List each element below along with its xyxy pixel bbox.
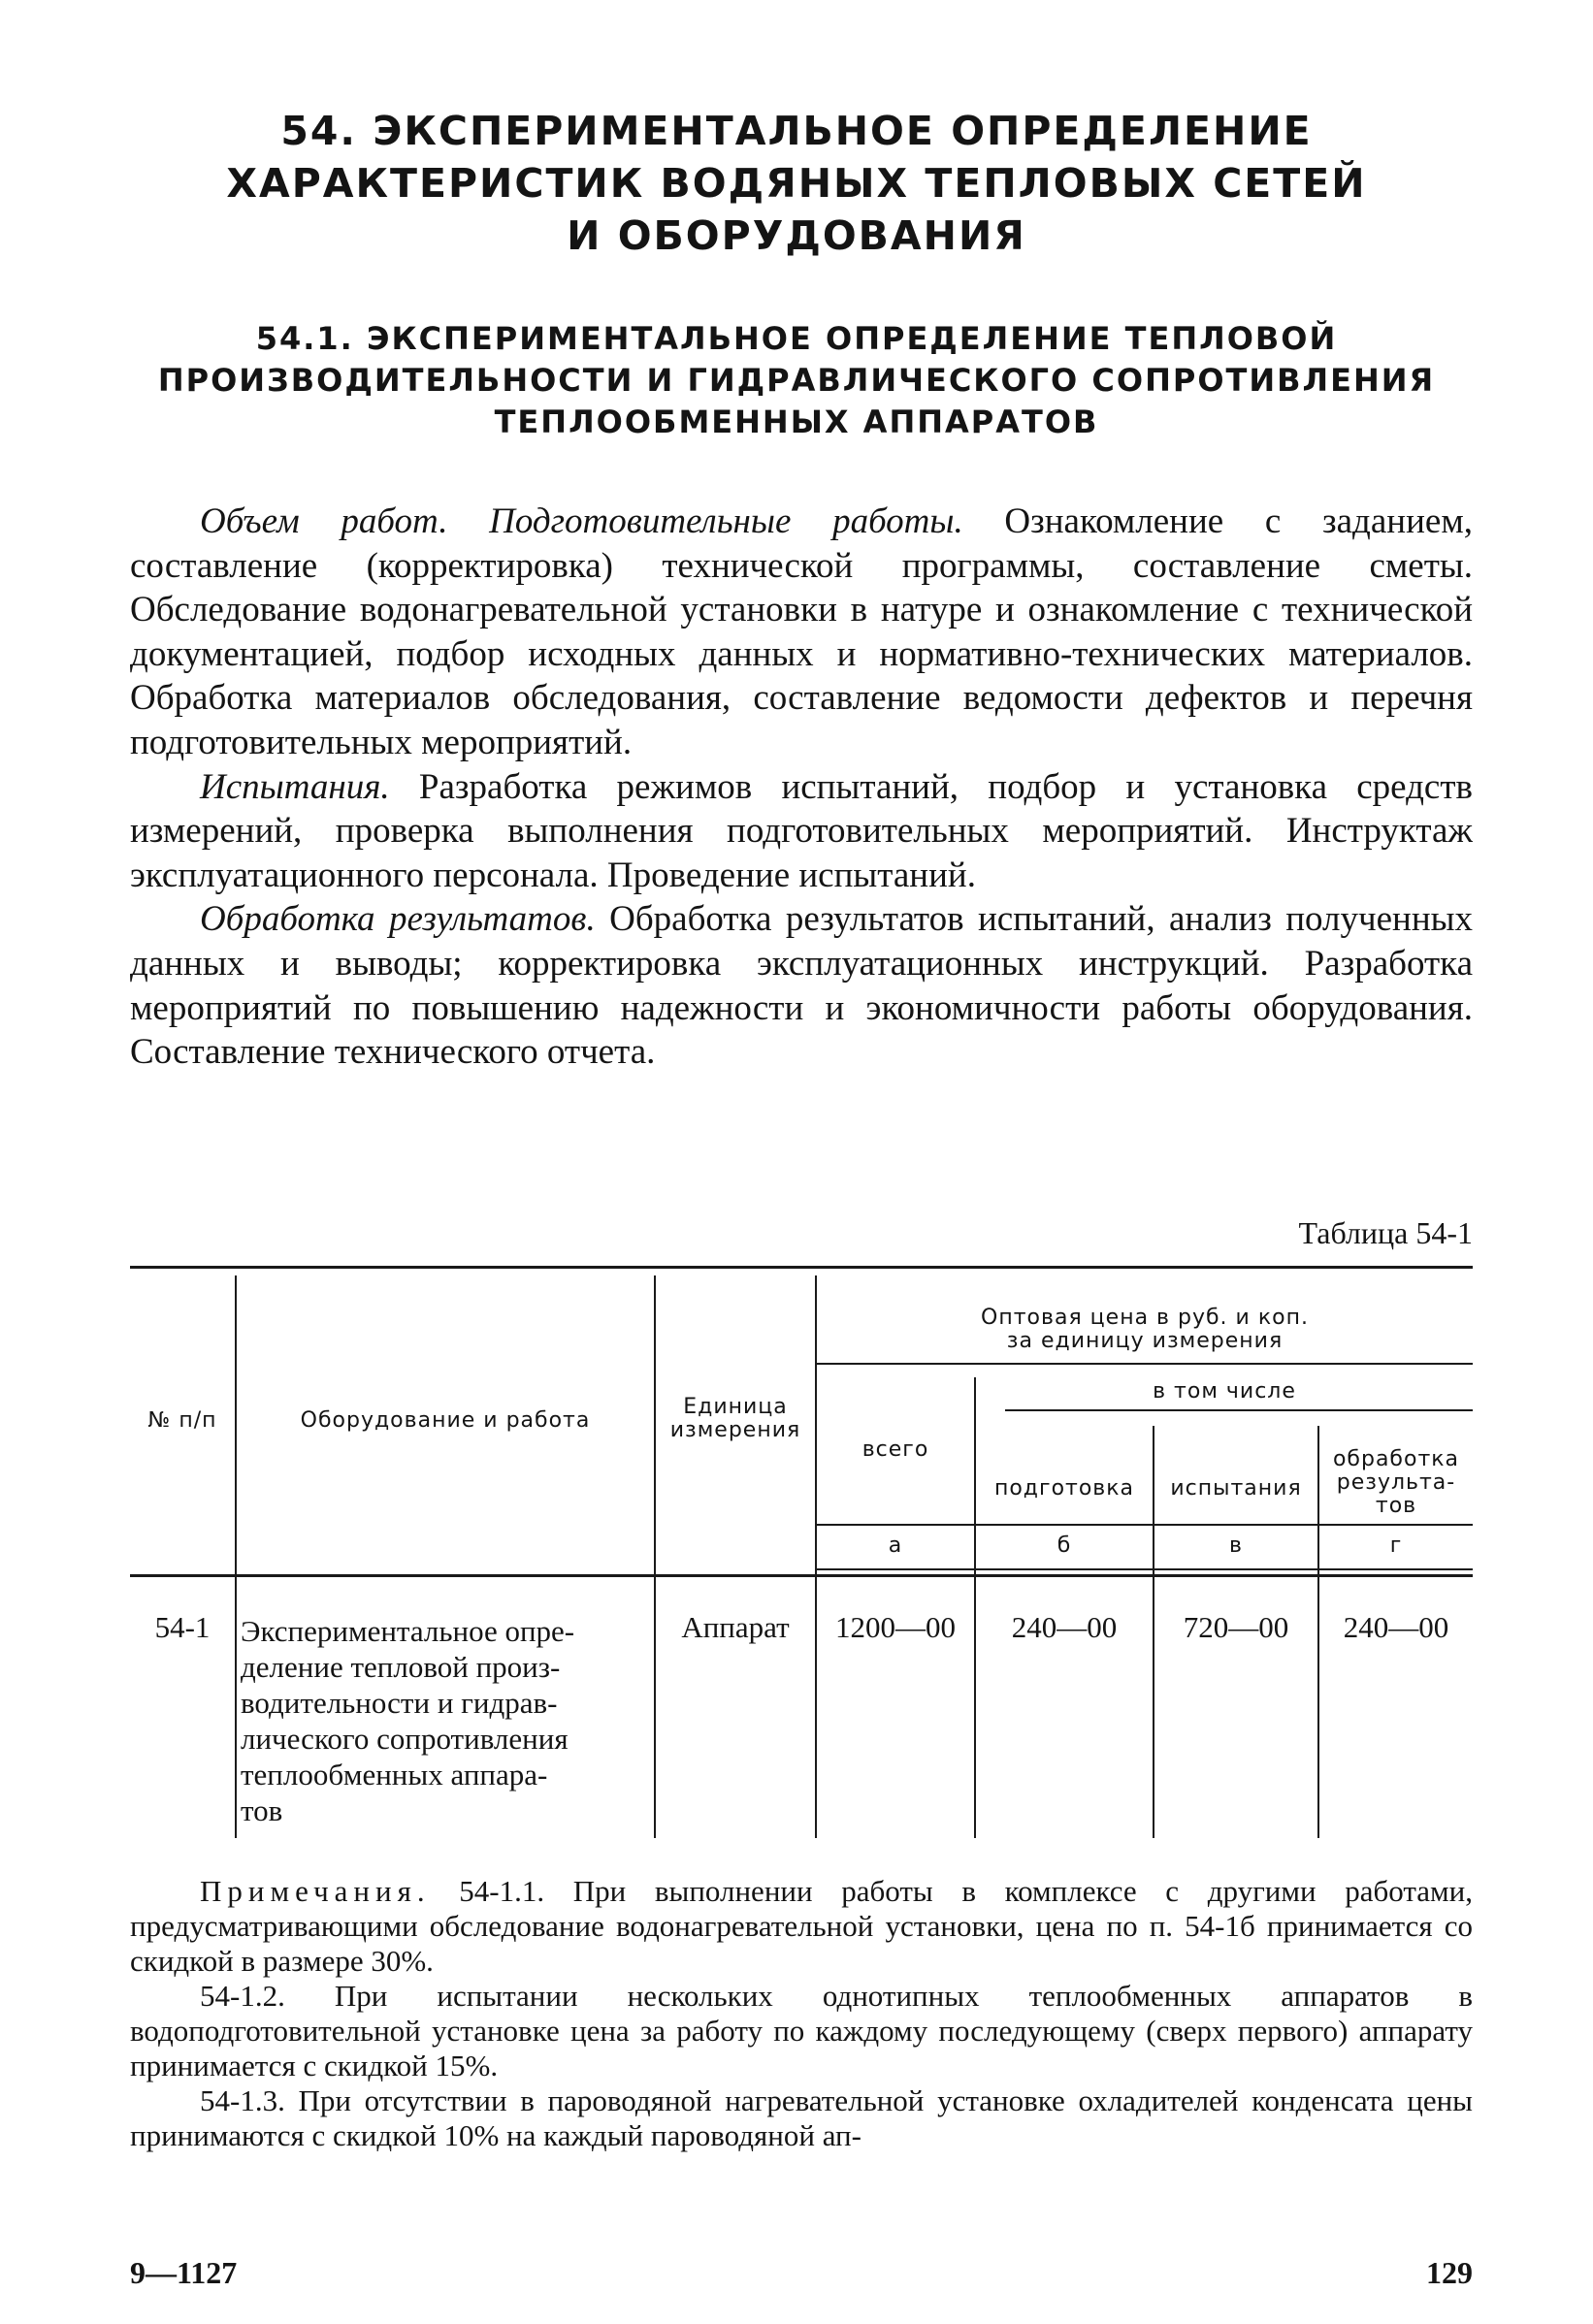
- letters-bottom-rule: [815, 1568, 1473, 1570]
- header-proc-line-1: обработка: [1332, 1447, 1460, 1471]
- section-title-line-1: 54. ЭКСПЕРИМЕНТАЛЬНОЕ ОПРЕДЕЛЕНИЕ: [280, 108, 1313, 154]
- header-bottom-rule: [130, 1574, 1473, 1577]
- row-prep: 240—00: [1011, 1610, 1118, 1644]
- header-work: Оборудование и работа: [300, 1408, 591, 1433]
- row-work-line-1: Экспериментальное опре-: [241, 1614, 575, 1648]
- header-num: № п/п: [147, 1408, 217, 1433]
- header-col-a: а: [888, 1533, 903, 1558]
- col-rule-4: [974, 1377, 976, 1838]
- col-rule-1: [235, 1275, 237, 1838]
- header-total: всего: [862, 1437, 929, 1462]
- paragraph-scope: [130, 500, 1473, 765]
- row-total: 1200—00: [835, 1610, 956, 1644]
- header-unit-line-2: измерения: [669, 1418, 801, 1442]
- subsection-title-line-3: ТЕПЛООБМЕННЫХ АППАРАТОВ: [494, 403, 1099, 440]
- row-unit: Аппарат: [681, 1610, 790, 1644]
- subsection-title-line-2: ПРОИЗВОДИТЕЛЬНОСТИ И ГИДРАВЛИЧЕСКОГО СОПРОТИВЛЕНИЯ: [157, 362, 1436, 399]
- row-work-line-4: лического сопротивления: [241, 1722, 569, 1756]
- row-work: [241, 1613, 650, 1828]
- paragraph-processing-text: Обработка результатов испытаний, анализ полученных данных и выводы; корректировка эксплуатационных инструкций. Разработка мероприятий по повышению надежности и экономичности работы оборудования. Составление технического отчета.: [130, 899, 1473, 1073]
- note-1-text: 54-1.1. При выполнении работы в комплексе с другими работами, предусматривающими обследование водонагревательной установки, цена по п. 54-1б принимается со скидкой в размере 30%.: [130, 1874, 1473, 1978]
- header-proc-line-2: результа-: [1336, 1470, 1456, 1495]
- price-header-rule: [815, 1363, 1473, 1365]
- row-work-line-2: деление тепловой произ-: [241, 1650, 561, 1684]
- section-title-line-2: ХАРАКТЕРИСТИК ВОДЯНЫХ ТЕПЛОВЫХ СЕТЕЙ: [226, 160, 1367, 207]
- note-3: 54-1.3. При отсутствии в пароводяной нагревательной установке охладителей конденсата цены принимаются с скидкой 10% на каждый пароводяной ап-: [130, 2083, 1473, 2152]
- row-work-line-5: теплообменных аппара-: [241, 1758, 548, 1791]
- page-number: 129: [1426, 2255, 1473, 2290]
- header-col-b: б: [1057, 1533, 1072, 1558]
- body-text: [130, 500, 1473, 1075]
- letters-rule: [815, 1524, 1473, 1526]
- notes: [130, 1874, 1473, 2153]
- subsection-title-line-1: 54.1. ЭКСПЕРИМЕНТАЛЬНОЕ ОПРЕДЕЛЕНИЕ ТЕПЛОВОЙ: [255, 320, 1338, 357]
- row-work-line-6: тов: [241, 1793, 283, 1827]
- header-proc-line-3: тов: [1375, 1494, 1417, 1518]
- section-title: [184, 105, 1409, 262]
- row-num: 54-1: [154, 1610, 211, 1644]
- header-price-line-2: за единицу измерения: [1006, 1329, 1284, 1353]
- header-unit-line-1: Единица: [683, 1395, 788, 1419]
- header-proc: [1319, 1448, 1473, 1518]
- row-tests: 720—00: [1183, 1610, 1289, 1644]
- header-price-line-1: Оптовая цена в руб. и коп.: [981, 1306, 1309, 1330]
- notes-label: Примечания.: [200, 1874, 431, 1908]
- price-table: [130, 1266, 1473, 1848]
- header-prep: подготовка: [993, 1476, 1135, 1501]
- incl-header-rule: [1005, 1409, 1473, 1411]
- header-tests: испытания: [1170, 1476, 1302, 1501]
- paragraph-processing: [130, 897, 1473, 1074]
- footer-signature: 9—1127: [130, 2255, 238, 2290]
- paragraph-tests-text: Разработка режимов испытаний, подбор и установка средств измерений, проверка выполнения подготовительных мероприятий. Инструктаж эксплуатационного персонала. Проведение испытаний.: [130, 766, 1473, 895]
- table-caption: Таблица 54-1: [1298, 1215, 1473, 1250]
- header-col-v: в: [1229, 1533, 1243, 1558]
- subsection-title: [146, 318, 1447, 443]
- paragraph-scope-text: Ознакомление с заданием, составление (корректировка) технической программы, составление сметы. Обследование водонагревательной установки в натуре и ознакомление с технической документацией, подбор исходных данных и нормативно-технических материалов. Обработка материалов обследования, составление ведомости дефектов и перечня подготовительных мероприятий.: [130, 501, 1473, 762]
- note-2: 54-1.2. При испытании нескольких однотипных теплообменных аппаратов в водоподготовительной установке цена за работу по каждому последующему (сверх первого) аппарату принимается с скидкой 15%.: [130, 1979, 1473, 2082]
- paragraph-processing-lead: Обработка результатов.: [200, 899, 596, 940]
- table-top-rule: [130, 1266, 1473, 1269]
- section-title-line-3: И ОБОРУДОВАНИЯ: [567, 212, 1026, 259]
- paragraph-tests-lead: Испытания.: [200, 766, 390, 807]
- paragraph-tests: [130, 765, 1473, 898]
- row-proc: 240—00: [1343, 1610, 1449, 1644]
- header-incl: в том числе: [1153, 1379, 1296, 1404]
- header-col-g: г: [1389, 1533, 1403, 1558]
- note-1: [130, 1874, 1473, 1979]
- header-unit: [656, 1396, 815, 1442]
- header-price: [817, 1307, 1473, 1353]
- paragraph-scope-lead: Объем работ. Подготовительные работы.: [200, 501, 963, 541]
- col-rule-2: [654, 1275, 656, 1838]
- row-work-line-3: водительности и гидрав-: [241, 1686, 558, 1720]
